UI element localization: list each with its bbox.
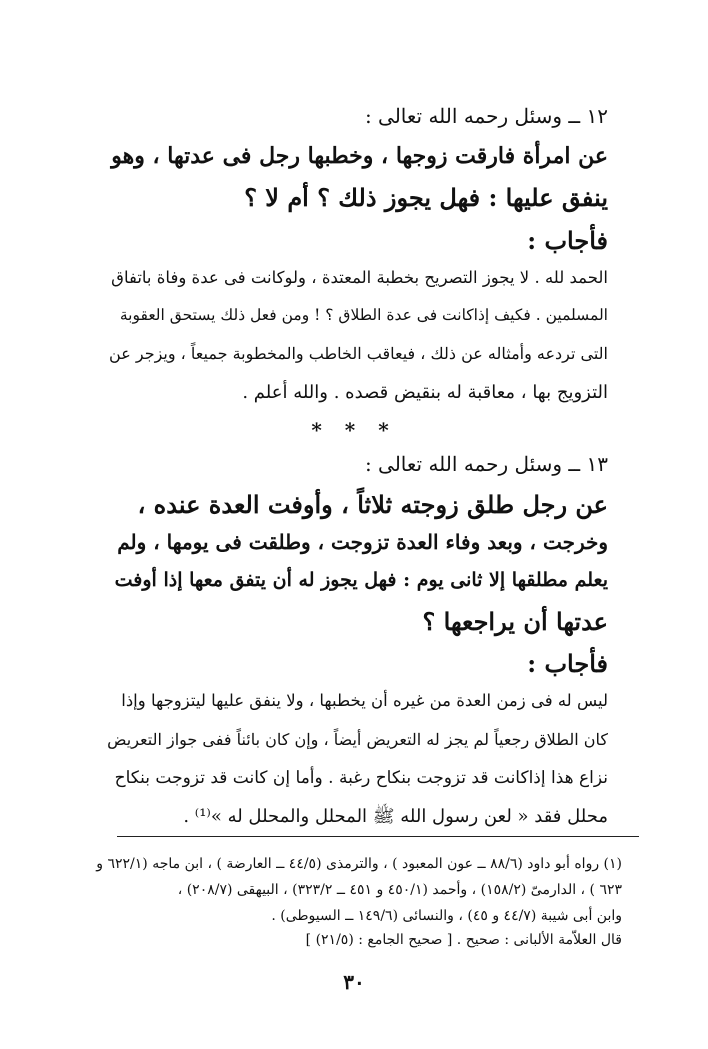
answer-13-line-1: ليس له فى زمن العدة من غيره أن يخطبها ، ولا ينفق عليها ليتزوجها وإذا — [121, 691, 608, 710]
footnote-line-3: وابن أبى شيبة (٤٤/٧ و ٤٥) ، والنسائى (١٤٩/٦ ــ السيوطى) . — [271, 908, 622, 924]
footnote-line-4: قال العلاّمة الألبانى : صحيح . [ صحيح الجامع : (٢١/٥) ] — [305, 932, 622, 948]
answer-13-line-2: كان الطلاق رجعياً لم يجز له التعريض أيضاً ، وإن كان بائناً ففى جواز التعريض — [107, 730, 608, 749]
footnote-line-2: ٦٢٣ ) ، الدارمىّ (١٥٨/٢) ، وأحمد (٤٥٠/١ و ٤٥١ ــ ٣٢٣/٢) ، البيهقى (٢٠٨/٧) ، — [177, 882, 622, 898]
page-number: ٣٠ — [343, 970, 365, 994]
question-12-line-2: ينفق عليها : فهل يجوز ذلك ؟ أم لا ؟ — [244, 183, 608, 212]
answer-12-label: فأجاب : — [527, 226, 608, 255]
question-12-line-1: عن امرأة فارقت زوجها ، وخطبها رجل فى عدتها ، وهو — [111, 143, 608, 169]
answer-13-line-4: محلل فقد « لعن رسول الله ﷺ المحلل والمحلل له »⁽¹⁾ . — [183, 806, 608, 827]
question-13-line-1: عن رجل طلق زوجته ثلاثاً ، وأوفت العدة عنده ، — [137, 490, 608, 519]
footnote-divider — [117, 836, 639, 837]
question-13-line-3: يعلم مطلقها إلا ثانى يوم : فهل يجوز له أن يتفق معها إذا أوفت — [114, 569, 608, 591]
answer-13-label: فأجاب : — [527, 649, 608, 678]
question-13-line-2: وخرجت ، وبعد وفاء العدة تزوجت ، وطلقت فى يومها ، ولم — [117, 530, 608, 554]
answer-12-line-4: التزويج بها ، معاقبة له بنقيض قصده . والله أعلم . — [242, 382, 608, 403]
question-13-line-4: عدتها أن يراجعها ؟ — [422, 607, 608, 636]
answer-12-line-1: الحمد لله . لا يجوز التصريح بخطبة المعتدة ، ولوكانت فى عدة وفاة باتفاق — [111, 268, 608, 287]
question-12-heading: ١٢ ــ وسئل رحمه الله تعالى : — [364, 104, 608, 128]
footnote-line-1: (١) رواه أبو داود (٨٨/٦ ــ عون المعبود ) ، والترمذى (٤٤/٥ ــ العارضة ) ، ابن ماجه (٦٢٢/١ و — [96, 856, 622, 872]
section-separator: * * * — [311, 418, 397, 442]
answer-12-line-2: المسلمين . فكيف إذاكانت فى عدة الطلاق ؟ ! ومن فعل ذلك يستحق العقوبة — [119, 306, 608, 324]
question-13-heading: ١٣ ــ وسئل رحمه الله تعالى : — [364, 452, 608, 476]
answer-13-line-3: نزاع هذا إذاكانت قد تزوجت بنكاح رغبة . وأما إن كانت قد تزوجت بنكاح — [114, 768, 608, 788]
answer-12-line-3: التى تردعه وأمثاله عن ذلك ، فيعاقب الخاطب والمخطوبة جميعاً ، ويزجر عن — [109, 344, 608, 363]
